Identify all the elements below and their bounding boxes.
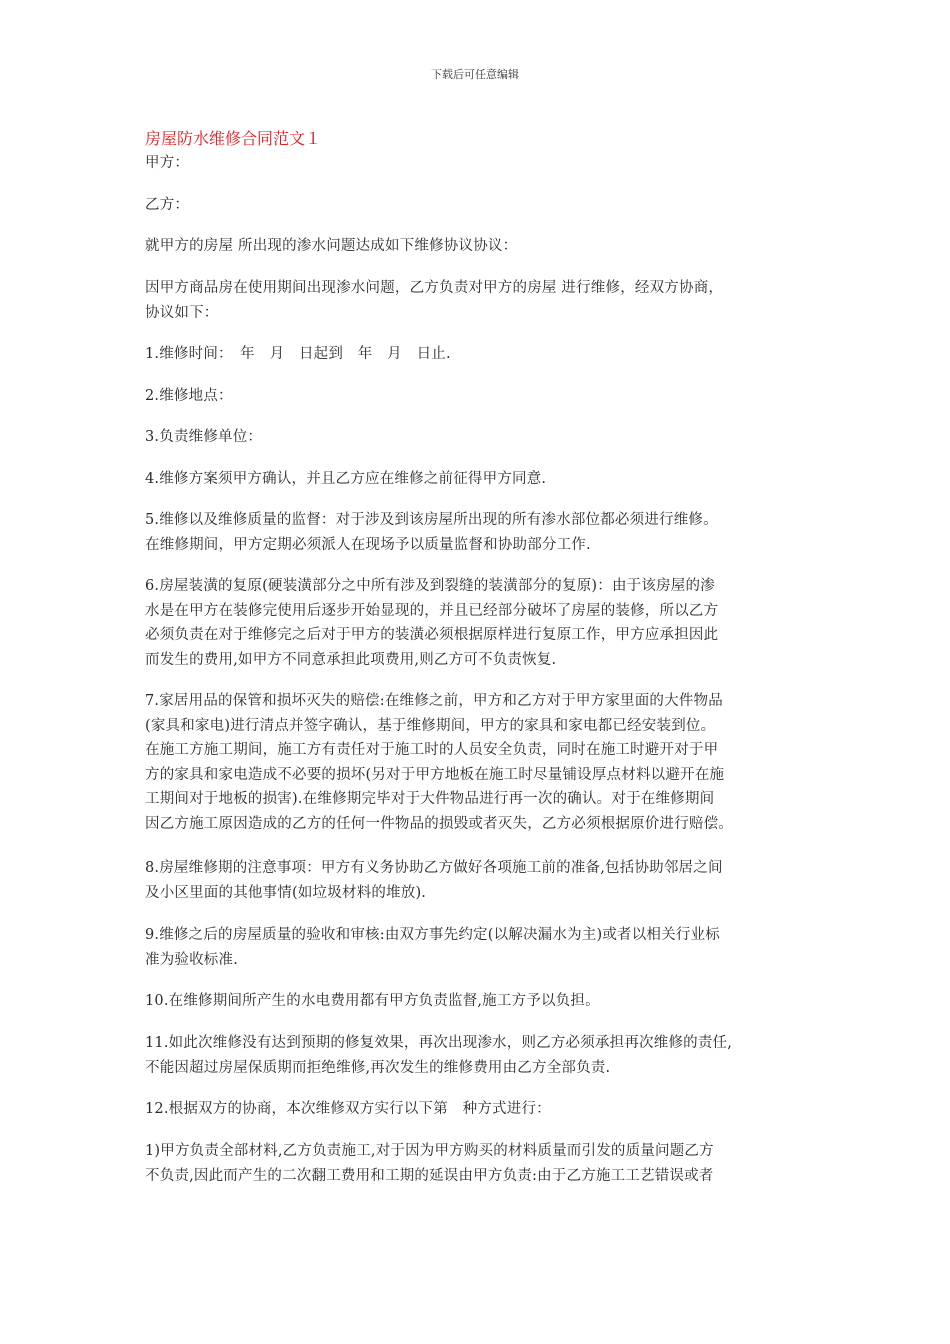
paragraph-clause-8 <box>145 856 815 905</box>
paragraph-clause-5 <box>145 508 815 557</box>
paragraph-party-b <box>145 193 815 218</box>
paragraph-clause-9 <box>145 923 815 972</box>
text-line: 3.负责维修单位： <box>145 429 263 445</box>
paragraph-intro <box>145 234 815 259</box>
text-line: 1.维修时间： 年 月 日起到 年 月 日止. <box>145 346 451 362</box>
text-line: 5.维修以及维修质量的监督：对于涉及到该房屋所出现的所有渗水部位都必须进行维修。 <box>145 512 718 528</box>
paragraph-clause-12-option-1 <box>145 1139 815 1188</box>
paragraph-clause-11 <box>145 1031 815 1080</box>
text-line: 1)甲方负责全部材料,乙方负责施工,对于因为甲方购买的材料质量而引发的质量问题乙方 <box>145 1143 714 1159</box>
text-line: 水是在甲方在装修完使用后逐步开始显现的，并且已经部分破坏了房屋的装修，所以乙方 <box>145 602 719 619</box>
text-line: 12.根据双方的协商，本次维修双方实行以下第 种方式进行： <box>145 1101 551 1117</box>
text-line: 不负责,因此而产生的二次翻工费用和工期的延误由甲方负责:由于乙方施工工艺错误或者 <box>145 1167 714 1184</box>
text-line: (家具和家电)进行清点并签字确认，基于维修期间，甲方的家具和家电都已经安装到位。 <box>145 717 716 734</box>
text-line: 6.房屋装潢的复原(硬装潢部分之中所有涉及到裂缝的装潢部分的复原)：由于该房屋的渗 <box>145 578 715 594</box>
document-title: 房屋防水维修合同范文１ <box>145 129 322 148</box>
text-line: 准为验收标准. <box>145 951 239 968</box>
paragraph-clause-10 <box>145 989 815 1014</box>
text-line: 10.在维修期间所产生的水电费用都有甲方负责监督,施工方予以负担。 <box>145 993 600 1009</box>
paragraph-clause-6 <box>145 574 815 672</box>
text-line: 及小区里面的其他事情(如垃圾材料的堆放). <box>145 884 427 901</box>
header-note: 下载后可任意编辑 <box>431 68 519 81</box>
paragraph-preamble <box>145 276 815 325</box>
text-line: 必须负责在对于维修完之后对于甲方的装潢必须根据原样进行复原工作，甲方应承担因此 <box>145 627 719 643</box>
text-line: 11.如此次维修没有达到预期的修复效果，再次出现渗水，则乙方必须承担再次维修的责任, <box>145 1035 733 1051</box>
paragraph-party-a <box>145 151 815 176</box>
text-line: 协议如下： <box>145 304 219 321</box>
paragraph-clause-3 <box>145 425 815 450</box>
text-line: 在维修期间，甲方定期必须派人在现场予以质量监督和协助部分工作. <box>145 536 591 553</box>
paragraph-clause-7 <box>145 689 815 836</box>
paragraph-clause-12 <box>145 1097 815 1122</box>
text-line: 方的家具和家电造成不必要的损坏(另对于甲方地板在施工时尽量铺设厚点材料以避开在施 <box>145 766 725 783</box>
paragraph-clause-4 <box>145 467 815 492</box>
text-line: 2.维修地点： <box>145 388 233 404</box>
text-line: 而发生的费用,如甲方不同意承担此项费用,则乙方可不负责恢复. <box>145 651 557 668</box>
text-line: 就甲方的房屋 所出现的渗水问题达成如下维修协议协议： <box>145 238 518 254</box>
text-line: 因甲方商品房在使用期间出现渗水问题，乙方负责对甲方的房屋 进行维修，经双方协商， <box>145 280 724 296</box>
text-line: 4.维修方案须甲方确认，并且乙方应在维修之前征得甲方同意. <box>145 471 547 487</box>
text-line: 不能因超过房屋保质期而拒绝维修,再次发生的维修费用由乙方全部负责. <box>145 1059 611 1076</box>
paragraph-clause-1 <box>145 342 815 367</box>
text-line: 7.家居用品的保管和损坏灭失的赔偿:在维修之前，甲方和乙方对于甲方家里面的大件物品 <box>145 693 723 709</box>
text-line: 在施工方施工期间，施工方有责任对于施工时的人员安全负责，同时在施工时避开对于甲 <box>145 742 719 758</box>
text-line: 乙方： <box>145 197 190 213</box>
text-line: 甲方： <box>145 155 190 171</box>
text-line: 9.维修之后的房屋质量的验收和审核:由双方事先约定(以解决漏水为主)或者以相关行业标 <box>145 927 720 943</box>
text-line: 8.房屋维修期的注意事项：甲方有义务协助乙方做好各项施工前的准备,包括协助邻居之间 <box>145 860 723 876</box>
text-line: 因乙方施工原因造成的乙方的任何一件物品的损毁或者灭失，乙方必须根据原价进行赔偿。 <box>145 815 733 832</box>
text-line: 工期间对于地板的损害).在维修期完毕对于大件物品进行再一次的确认。对于在维修期间 <box>145 791 715 807</box>
paragraph-clause-2 <box>145 384 815 409</box>
